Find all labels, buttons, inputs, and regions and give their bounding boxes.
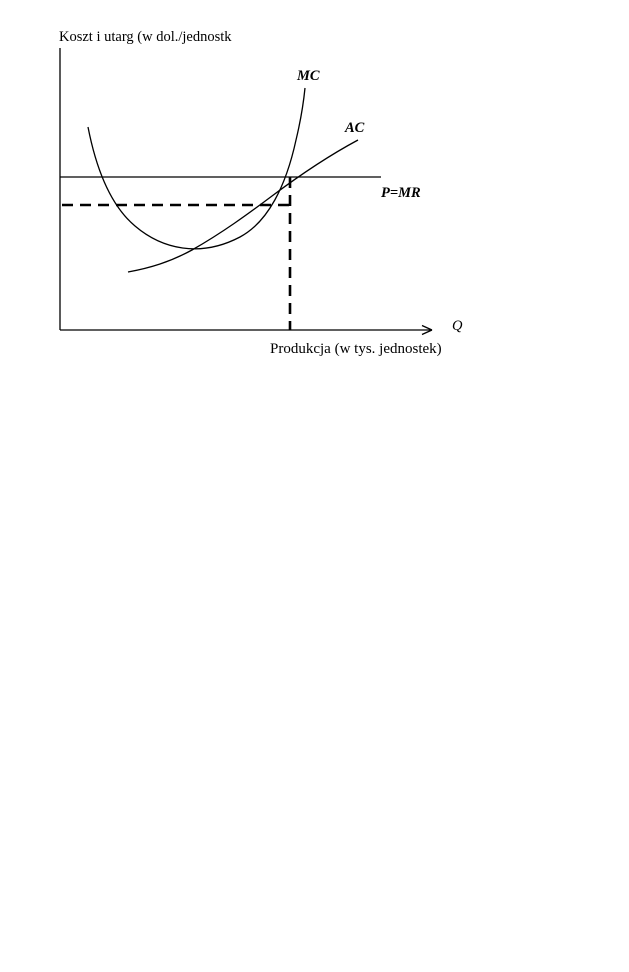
y-axis-label: Koszt i utarg (w dol./jednostk: [59, 29, 232, 45]
mc-curve-label: MC: [297, 68, 320, 84]
marginal-cost-curve: [88, 88, 305, 249]
price-mr-label: P=MR: [381, 185, 421, 201]
ac-curve-label: AC: [345, 120, 365, 136]
x-axis-label: Produkcja (w tys. jednostek): [270, 341, 442, 357]
quantity-axis-symbol: Q: [452, 318, 463, 334]
